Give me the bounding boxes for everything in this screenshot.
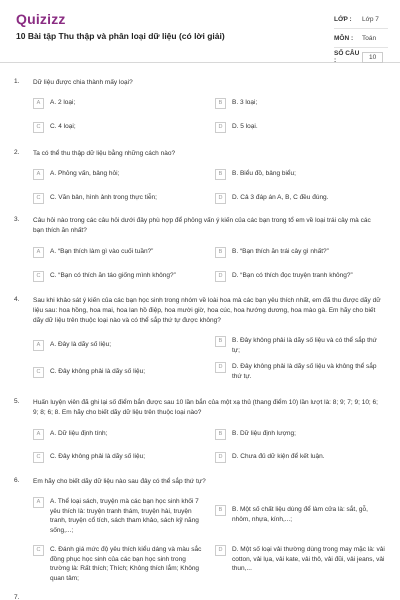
meta-row-grade	[334, 10, 388, 29]
option-text: B. 3 loại;	[232, 99, 258, 106]
option-letter: A	[33, 340, 44, 351]
option-letter: A	[33, 497, 44, 508]
question-number: 5.	[14, 398, 20, 405]
option-letter: A	[33, 247, 44, 258]
question-text: Em hãy cho biết dãy dữ liệu nào sau đây có thể sắp thứ tự?	[33, 478, 206, 485]
option-text: A. 2 loại;	[50, 99, 76, 106]
option-c[interactable]	[33, 367, 193, 378]
option-text: D. Cả 3 đáp án A, B, C đều đúng.	[232, 194, 329, 201]
option-letter: D	[215, 362, 226, 373]
option-text: C. Đây không phải là dãy số liệu;	[50, 368, 146, 375]
meta-value: Toán	[362, 34, 377, 42]
option-d[interactable]	[215, 271, 385, 282]
worksheet-header	[0, 0, 400, 63]
option-text: D. “Bạn có thích đọc truyện tranh không?”	[232, 272, 353, 279]
question-6	[0, 477, 400, 582]
question-text: Dữ liệu được chia thành mấy loại?	[33, 79, 133, 86]
option-letter: B	[215, 247, 226, 258]
option-d[interactable]	[215, 193, 385, 204]
question-number: 3.	[14, 216, 20, 223]
option-letter: D	[215, 452, 226, 463]
question-text: Huấn luyện viên đã ghi lại số điểm bắn được sau 10 lần bắn của một xạ thủ (thang điểm 10) lần lượt là: 8; 9; 7; 9; 10; 6; 9; 8; 6; 8. Em hãy cho biết dãy dữ liệu trên thuộc loại nào?	[33, 399, 378, 416]
option-text: B. Một số chất liệu dùng để làm cửa là: sắt, gỗ, nhôm, nhựa, kính,...;	[232, 506, 368, 523]
option-b[interactable]	[215, 169, 385, 180]
option-b[interactable]	[215, 505, 385, 524]
question-number: 6.	[14, 477, 20, 484]
option-text: C. Văn bản, hình ảnh trong thực tiễn;	[50, 194, 157, 201]
meta-label: LỚP :	[334, 15, 352, 23]
option-c[interactable]	[33, 545, 205, 583]
option-letter: C	[33, 193, 44, 204]
option-text: B. “Bạn thích ăn trái cây gì nhất?”	[232, 248, 329, 255]
option-letter: C	[33, 452, 44, 463]
option-text: A. “Bạn thích làm gì vào cuối tuần?”	[50, 248, 154, 255]
option-text: B. Biểu đồ, bảng biểu;	[232, 170, 296, 177]
option-text: D. Đây không phải là dãy số liệu và không thể sắp thứ tự.	[232, 363, 377, 380]
option-text: A. Phỏng vấn, bảng hỏi;	[50, 170, 120, 177]
option-letter: D	[215, 545, 226, 556]
question-number: 2.	[14, 149, 20, 156]
question-text: Ta có thể thu thập dữ liệu bằng những cách nào?	[33, 150, 176, 157]
option-letter: A	[33, 169, 44, 180]
option-text: D. 5 loại.	[232, 123, 258, 130]
option-d[interactable]	[215, 545, 385, 574]
option-letter: A	[33, 429, 44, 440]
question-2	[0, 149, 400, 201]
worksheet-title: 10 Bài tập Thu thập và phân loại dữ liệu (có lời giải)	[16, 31, 225, 41]
question-text: Sau khi khảo sát ý kiến của các bạn học sinh trong nhóm về loài hoa mà các bạn yêu thích nhất, em đã thu được dãy dữ liệu sau: hoa hồng, hoa mai, hoa lan hồ điệp, hoa mười giờ, hoa cúc, hoa hướng dương, hoa mào gà. Em hãy cho biết dãy dữ liệu trên thuộc loại nào và có thể sắp thứ tự được không?	[33, 297, 381, 324]
option-b[interactable]	[215, 247, 385, 258]
meta-panel	[334, 10, 388, 66]
option-c[interactable]	[33, 452, 193, 463]
option-a[interactable]	[33, 497, 205, 535]
option-letter: D	[215, 122, 226, 133]
option-text: C. Đánh giá mức độ yêu thích kiểu dáng và màu sắc đồng phục học sinh của các bạn học sinh trong trường là: Rất thích; Thích; Không thích lắm; Không quan tâm;	[50, 546, 202, 582]
option-text: C. Đây không phải là dãy số liệu;	[50, 453, 146, 460]
option-d[interactable]	[215, 122, 385, 133]
option-b[interactable]	[215, 98, 385, 109]
option-a[interactable]	[33, 169, 193, 180]
option-text: A. Thể loại sách, truyện mà các bạn học sinh khối 7 yêu thích là: truyện tranh thám, truyện hài, truyện tranh, truyện cổ tích, sách tham khảo, sách kỹ năng sống,...;	[50, 498, 199, 534]
question-number: 1.	[14, 78, 20, 85]
option-c[interactable]	[33, 122, 193, 133]
option-c[interactable]	[33, 271, 208, 282]
option-letter: B	[215, 505, 226, 516]
question-3	[0, 216, 400, 279]
question-text: Câu hỏi nào trong các câu hỏi dưới đây phù hợp để phỏng vấn ý kiến của các bạn trong tổ em về loại trái cây mà các bạn thích ăn nhất?	[33, 217, 371, 234]
option-letter: D	[215, 271, 226, 282]
meta-value: Lớp 7	[362, 15, 379, 23]
option-text: D. Chưa đủ dữ kiện để kết luận.	[232, 453, 325, 460]
question-count-box: 10	[362, 52, 383, 63]
option-b[interactable]	[215, 429, 385, 440]
quizizz-logo: Quizizz	[16, 11, 66, 27]
option-letter: C	[33, 545, 44, 556]
option-b[interactable]	[215, 336, 385, 355]
meta-label: MÔN :	[334, 34, 354, 42]
option-letter: B	[215, 169, 226, 180]
option-a[interactable]	[33, 429, 193, 440]
option-text: A. Dữ liệu định tính;	[50, 430, 108, 437]
option-letter: C	[33, 271, 44, 282]
option-c[interactable]	[33, 193, 193, 204]
option-text: D. Một số loại vải thường dùng trong may mặc là: vải cotton, vải lụa, vải kate, vải thô, vải đũi, vải jeans, vải thun,...	[232, 546, 385, 572]
option-a[interactable]	[33, 340, 193, 351]
option-letter: C	[33, 122, 44, 133]
option-letter: B	[215, 429, 226, 440]
option-text: C. “Bạn có thích ăn táo giống mình không?”	[50, 272, 176, 279]
option-a[interactable]	[33, 247, 208, 258]
option-letter: B	[215, 336, 226, 347]
option-d[interactable]	[215, 362, 385, 381]
option-d[interactable]	[215, 452, 385, 463]
option-letter: D	[215, 193, 226, 204]
meta-label: SỐ CÂU :	[334, 50, 360, 64]
question-number: 7.	[14, 594, 20, 600]
option-letter: B	[215, 98, 226, 109]
option-letter: C	[33, 367, 44, 378]
question-7-partial	[0, 594, 400, 600]
option-a[interactable]	[33, 98, 193, 109]
option-text: A. Đây là dãy số liệu;	[50, 341, 112, 348]
option-text: C. 4 loại;	[50, 123, 76, 130]
question-5	[0, 398, 400, 460]
option-text: B. Đây không phải là dãy số liệu và có thể sắp thứ tự;	[232, 337, 377, 354]
question-4	[0, 296, 400, 380]
option-letter: A	[33, 98, 44, 109]
question-1	[0, 78, 400, 130]
question-number: 4.	[14, 296, 20, 303]
meta-row-subject	[334, 29, 388, 48]
option-text: B. Dữ liệu định lượng;	[232, 430, 296, 437]
meta-row-count	[334, 48, 388, 66]
